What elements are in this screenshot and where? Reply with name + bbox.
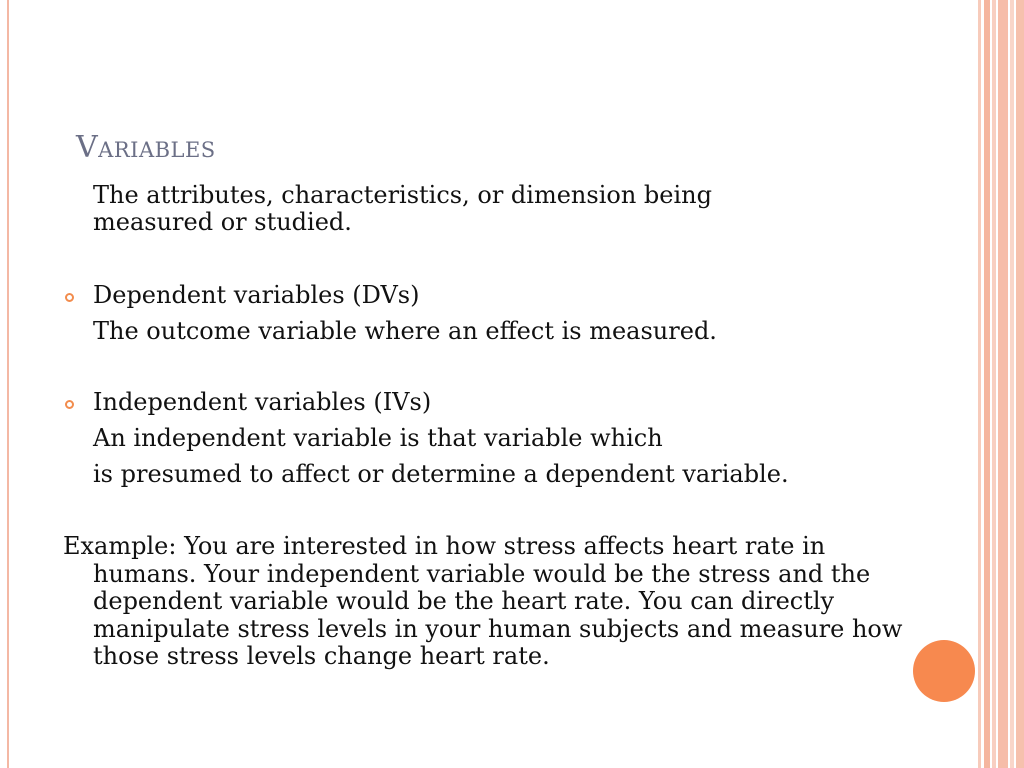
dependent-variables-heading: Dependent variables (DVs) [93, 281, 420, 309]
independent-variables-description-line: An independent variable is that variable which [93, 424, 663, 452]
independent-variables-description-line: is presumed to affect or determine a dependent variable. [93, 460, 789, 488]
right-stripe [998, 0, 1008, 768]
right-stripe [992, 0, 996, 768]
example-paragraph: Example: You are interested in how stress affects heart rate in humans. Your independent variable would be the stress and the dependent variable would be the heart rate. You can directly manipulate stress levels in your human subjects and measure how those stress levels change heart rate. [63, 532, 903, 670]
independent-variables-heading: Independent variables (IVs) [93, 388, 432, 416]
right-stripe [1010, 0, 1014, 768]
bullet-circle-icon [65, 400, 74, 409]
right-stripe [984, 0, 990, 768]
right-stripe [1016, 0, 1024, 768]
right-stripe [978, 0, 981, 768]
left-frame-line [7, 0, 9, 768]
slide-title: Variables [76, 130, 216, 165]
dependent-variables-description: The outcome variable where an effect is measured. [93, 317, 717, 345]
definition-text: The attributes, characteristics, or dimension being measured or studied. [93, 181, 712, 236]
accent-circle [913, 640, 975, 702]
bullet-circle-icon [65, 293, 74, 302]
